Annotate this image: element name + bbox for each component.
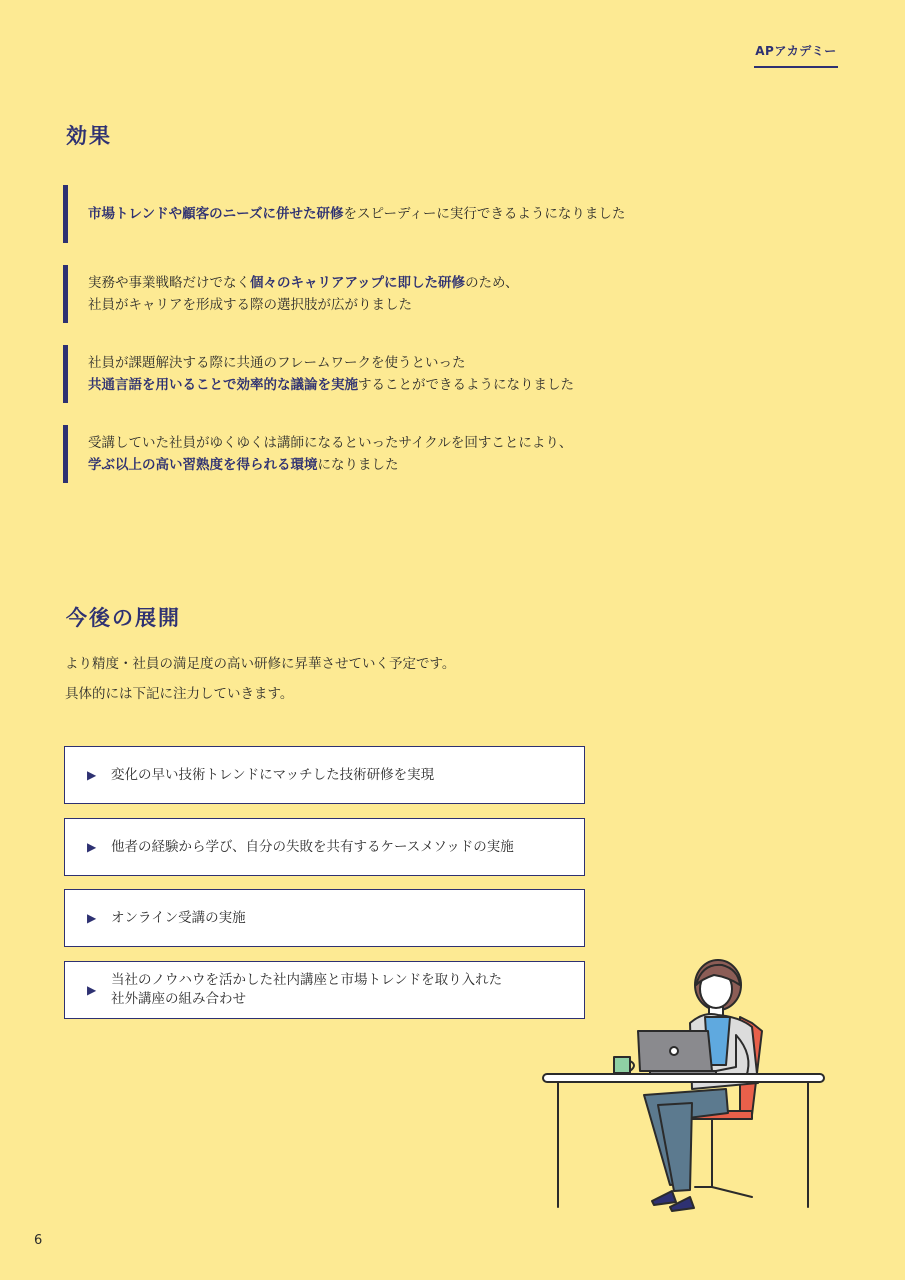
plan-item-2 [64,818,585,876]
page-number: 6 [34,1233,43,1248]
plan-item-1 [64,746,585,804]
future-intro-1: より精度・社員の満足度の高い研修に昇華させていく予定です。 [65,656,456,672]
triangle-right-icon: ▶ [87,840,97,854]
triangle-right-icon: ▶ [87,768,97,782]
triangle-right-icon: ▶ [87,911,97,925]
effect-2-text-tail: のため、 [465,275,519,291]
effect-4-text: になりました [317,457,399,473]
effect-2-line2: 社員がキャリアを形成する際の選択肢が広がりました [88,297,412,313]
effect-4-highlight: 学ぶ以上の高い習熟度を得られる環境 [88,457,318,473]
effect-2-text: 実務や事業戦略だけでなく [88,275,250,291]
effect-item-1 [63,185,703,243]
plan-item-1-text: 変化の早い技術トレンドにマッチした技術研修を実現 [111,766,435,783]
effects-title: 効果 [66,124,112,148]
effect-2-highlight: 個々のキャリアアップに即した研修 [250,275,466,291]
effect-item-4 [63,425,703,483]
triangle-right-icon: ▶ [87,983,97,997]
plan-item-3-text: オンライン受講の実施 [111,909,246,926]
effect-item-3 [63,345,703,403]
effect-item-2 [63,265,703,323]
effect-3-text: することができるようになりました [358,377,574,393]
plan-item-4 [64,961,585,1019]
effect-3-highlight: 共通言語を用いることで効率的な議論を実施 [88,377,358,393]
effect-4-line1: 受講していた社員がゆくゆくは講師になるといったサイクルを回すことにより、 [88,435,573,451]
effect-3-line1: 社員が課題解決する際に共通のフレームワークを使うといった [88,355,466,371]
future-intro-2: 具体的には下記に注力していきます。 [65,686,294,702]
effect-1-text: をスピーディーに実行できるようになりました [343,206,626,222]
effect-1-highlight: 市場トレンドや顧客のニーズに併せた研修 [88,206,344,222]
plan-item-4-line1: 当社のノウハウを活かした社内講座と市場トレンドを取り入れた [111,972,503,988]
plan-item-4-line2: 社外講座の組み合わせ [111,991,246,1007]
future-title: 今後の展開 [66,606,181,630]
brand-label: APアカデミー [754,42,838,68]
woman-at-laptop-illustration [540,955,830,1217]
plan-item-3 [64,889,585,947]
plan-item-2-text: 他者の経験から学び、自分の失敗を共有するケースメソッドの実施 [111,838,514,855]
